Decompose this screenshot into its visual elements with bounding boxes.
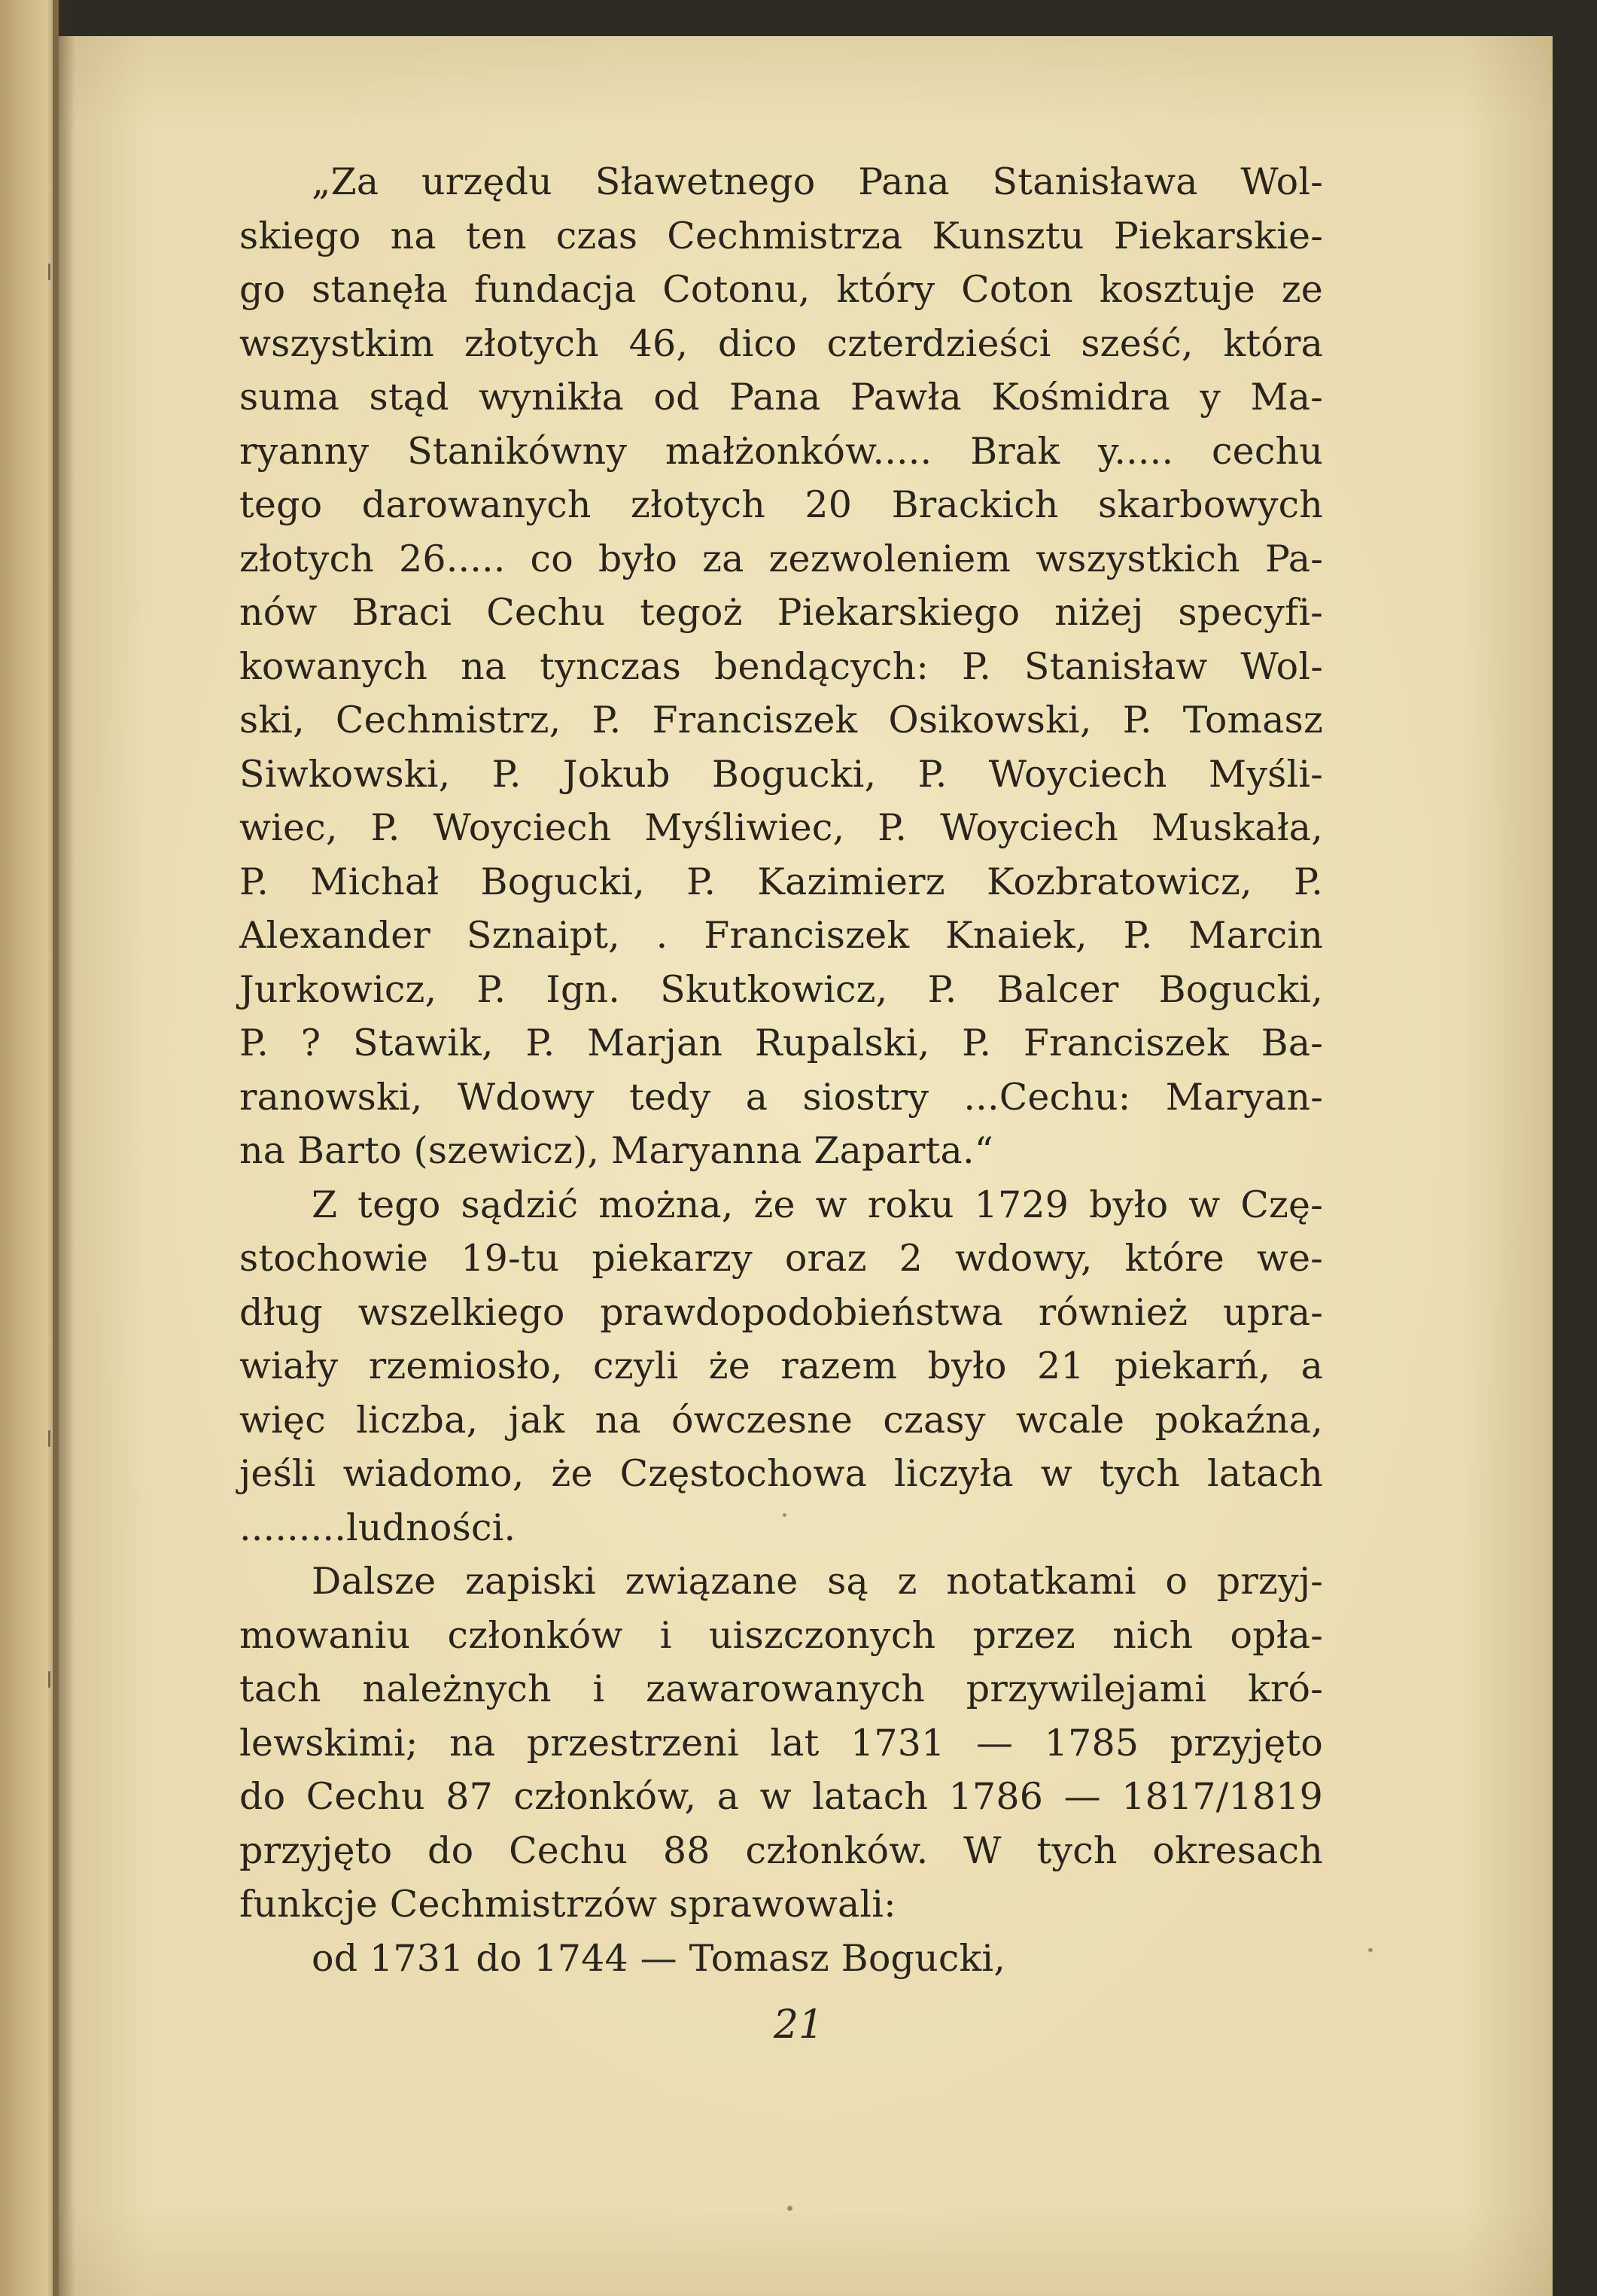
text-line: na Barto (szewicz), Maryanna Zaparta.“: [239, 1129, 993, 1172]
text-line: Z tego sądzić można, że w roku 1729 było w Czę-: [312, 1183, 1323, 1226]
text-line: złotych 26..... co było za zezwoleniem wszystkich Pa-: [239, 537, 1323, 580]
text-line: tego darowanych złotych 20 Brackich skarbowych: [239, 483, 1323, 526]
text-line: do Cechu 87 członków, a w latach 1786 — 1817/1819: [239, 1775, 1323, 1818]
paper-speck: [783, 1513, 786, 1517]
page-number: 21: [773, 2002, 824, 2048]
text-line: mowaniu członków i uiszczonych przez nich opła-: [239, 1613, 1323, 1657]
binding-marks: [45, 0, 56, 2296]
text-line: wiec, P. Woyciech Myśliwiec, P. Woyciech Muskała,: [239, 806, 1323, 849]
text-line: stochowie 19-tu piekarzy oraz 2 wdowy, które we-: [239, 1237, 1323, 1280]
text-line: wiały rzemiosło, czyli że razem było 21 piekarń, a: [239, 1344, 1323, 1387]
text-line: Siwkowski, P. Jokub Bogucki, P. Woyciech Myśli-: [239, 752, 1323, 796]
text-line: Jurkowicz, P. Ign. Skutkowicz, P. Balcer Bogucki,: [239, 967, 1323, 1011]
text-line: lewskimi; na przestrzeni lat 1731 — 1785 przyjęto: [239, 1721, 1323, 1765]
text-line: więc liczba, jak na ówczesne czasy wcale pokaźna,: [239, 1398, 1323, 1442]
text-line: Alexander Sznaipt, . Franciszek Knaiek, P. Marcin: [239, 914, 1323, 957]
text-line: .........ludności.: [239, 1506, 516, 1549]
text-line: ryanny Stanikówny małżonków..... Brak y..... cechu: [239, 429, 1323, 473]
text-line: suma stąd wynikła od Pana Pawła Kośmidra y Ma-: [239, 376, 1323, 419]
text-line: tach należnych i zawarowanych przywilejami kró-: [239, 1667, 1323, 1710]
text-line: wszystkim złotych 46, dico czterdzieści sześć, która: [239, 321, 1323, 365]
text-line: dług wszelkiego prawdopodobieństwa również upra-: [239, 1290, 1323, 1334]
body-text: [239, 155, 1323, 1985]
gutter-shadow: [53, 0, 75, 2296]
text-line: go stanęła fundacja Cotonu, który Coton kosztuje ze: [239, 268, 1323, 311]
text-line: P. ? Stawik, P. Marjan Rupalski, P. Franciszek Ba-: [239, 1022, 1323, 1064]
text-line: nów Braci Cechu tegoż Piekarskiego niżej specyfi-: [239, 591, 1323, 634]
text-line: przyjęto do Cechu 88 członków. W tych okresach: [239, 1829, 1323, 1872]
text-line: P. Michał Bogucki, P. Kazimierz Kozbratowicz, P.: [239, 860, 1323, 903]
text-line: jeśli wiadomo, że Częstochowa liczyła w tych latach: [239, 1452, 1323, 1495]
paper-speck: [1368, 1948, 1373, 1952]
text-line: Dalsze zapiski związane są z notatkami o przyj-: [312, 1560, 1323, 1603]
text-line: „Za urzędu Sławetnego Pana Stanisława Wol-: [312, 160, 1323, 203]
text-line: od 1731 do 1744 — Tomasz Bogucki,: [312, 1936, 1006, 1980]
text-line: ski, Cechmistrz, P. Franciszek Osikowski, P. Tomasz: [239, 699, 1323, 741]
text-line: skiego na ten czas Cechmistrza Kunsztu Piekarskie-: [239, 214, 1323, 257]
text-line: kowanych na tynczas bendących: P. Stanisław Wol-: [239, 644, 1323, 688]
paper-speck: [787, 2206, 792, 2211]
text-line: funkcje Cechmistrzów sprawowali:: [239, 1883, 896, 1926]
text-line: ranowski, Wdowy tedy a siostry ...Cechu: Maryan-: [239, 1075, 1323, 1119]
